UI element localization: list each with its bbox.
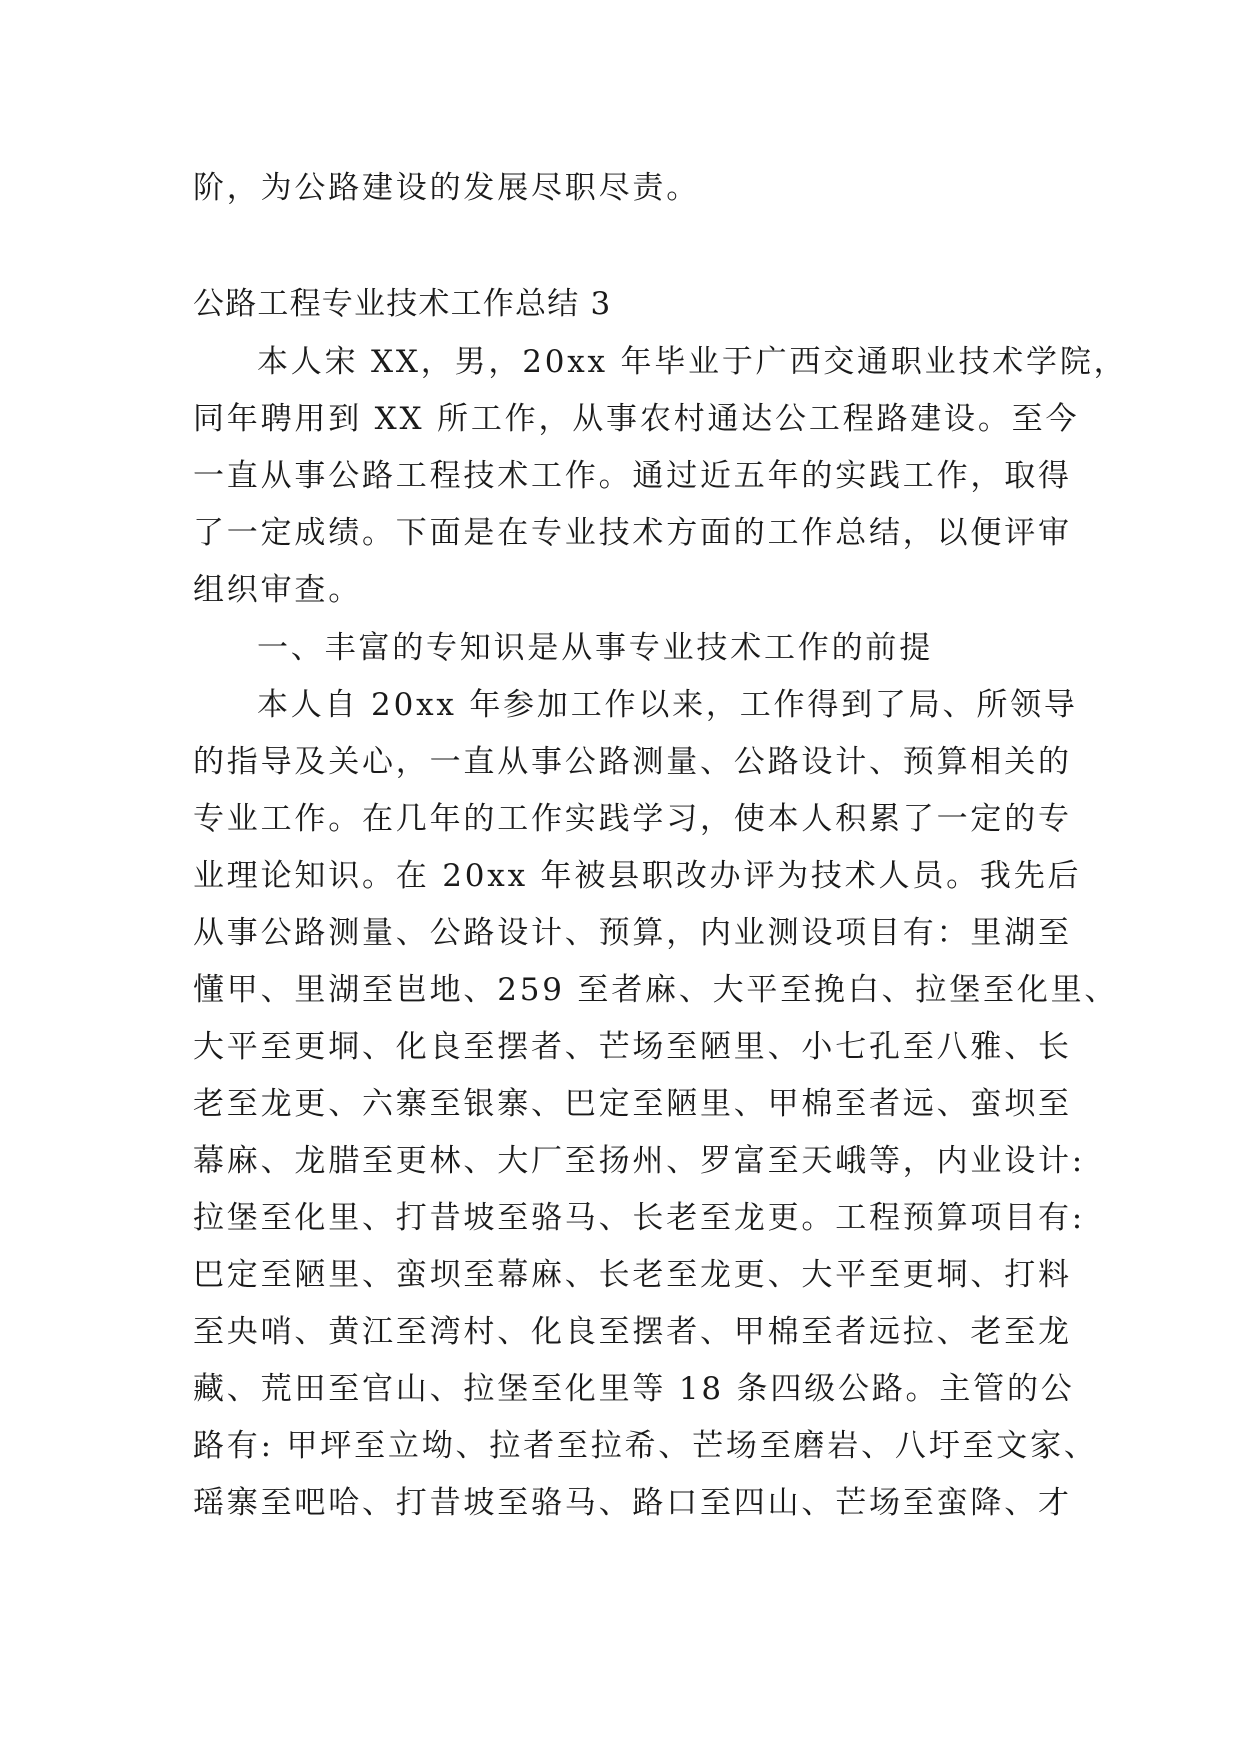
paragraph-line: 老至龙更、六寨至银寨、巴定至陋里、甲棉至者远、蛮坝至 [193, 1086, 1072, 1122]
paragraph-line: 从事公路测量、公路设计、预算，内业测设项目有：里湖至 [193, 915, 1072, 951]
paragraph-line: 本人自 20xx 年参加工作以来，工作得到了局、所领导 [257, 687, 1078, 723]
paragraph-line: 的指导及关心，一直从事公路测量、公路设计、预算相关的 [193, 744, 1072, 780]
paragraph-line: 本人宋 XX，男，20xx 年毕业于广西交通职业技术学院， [257, 344, 1128, 380]
paragraph-line: 幕麻、龙腊至更林、大厂至扬州、罗富至天峨等，内业设计: [193, 1143, 1086, 1179]
paragraph-line: 大平至更垌、化良至摆者、芒场至陋里、小七孔至八雅、长 [193, 1029, 1072, 1065]
section-title: 公路工程专业技术工作总结 3 [193, 286, 612, 322]
paragraph-line: 拉堡至化里、打昔坡至骆马、长老至龙更。工程预算项目有: [193, 1200, 1086, 1236]
paragraph-line: 藏、荒田至官山、拉堡至化里等 18 条四级公路。主管的公 [193, 1371, 1075, 1407]
paragraph-line: 同年聘用到 XX 所工作，从事农村通达公工程路建设。至今 [193, 401, 1080, 437]
paragraph-line: 一直从事公路工程技术工作。通过近五年的实践工作，取得 [193, 458, 1072, 494]
paragraph-line: 组织审查。 [193, 572, 362, 608]
paragraph-line: 路有: 甲坪至立坳、拉者至拉希、芒场至磨岩、八圩至文家、 [193, 1428, 1098, 1464]
paragraph-line: 了一定成绩。下面是在专业技术方面的工作总结，以便评审 [193, 515, 1072, 551]
section-heading: 一、丰富的专知识是从事专业技术工作的前提 [257, 630, 933, 666]
paragraph-line: 业理论知识。在 20xx 年被县职改办评为技术人员。我先后 [193, 858, 1082, 894]
paragraph-line: 至央哨、黄江至湾村、化良至摆者、甲棉至者远拉、老至龙 [193, 1314, 1072, 1350]
paragraph-line: 巴定至陋里、蛮坝至幕麻、长老至龙更、大平至更垌、打料 [193, 1257, 1072, 1293]
paragraph-line: 专业工作。在几年的工作实践学习，使本人积累了一定的专 [193, 801, 1072, 837]
paragraph-line: 瑶寨至吧哈、打昔坡至骆马、路口至四山、芒场至蛮降、才 [193, 1485, 1072, 1521]
paragraph-line: 懂甲、里湖至岜地、259 至者麻、大平至挽白、拉堡至化里、 [193, 972, 1119, 1008]
continuation-line: 阶，为公路建设的发展尽职尽责。 [193, 170, 700, 206]
